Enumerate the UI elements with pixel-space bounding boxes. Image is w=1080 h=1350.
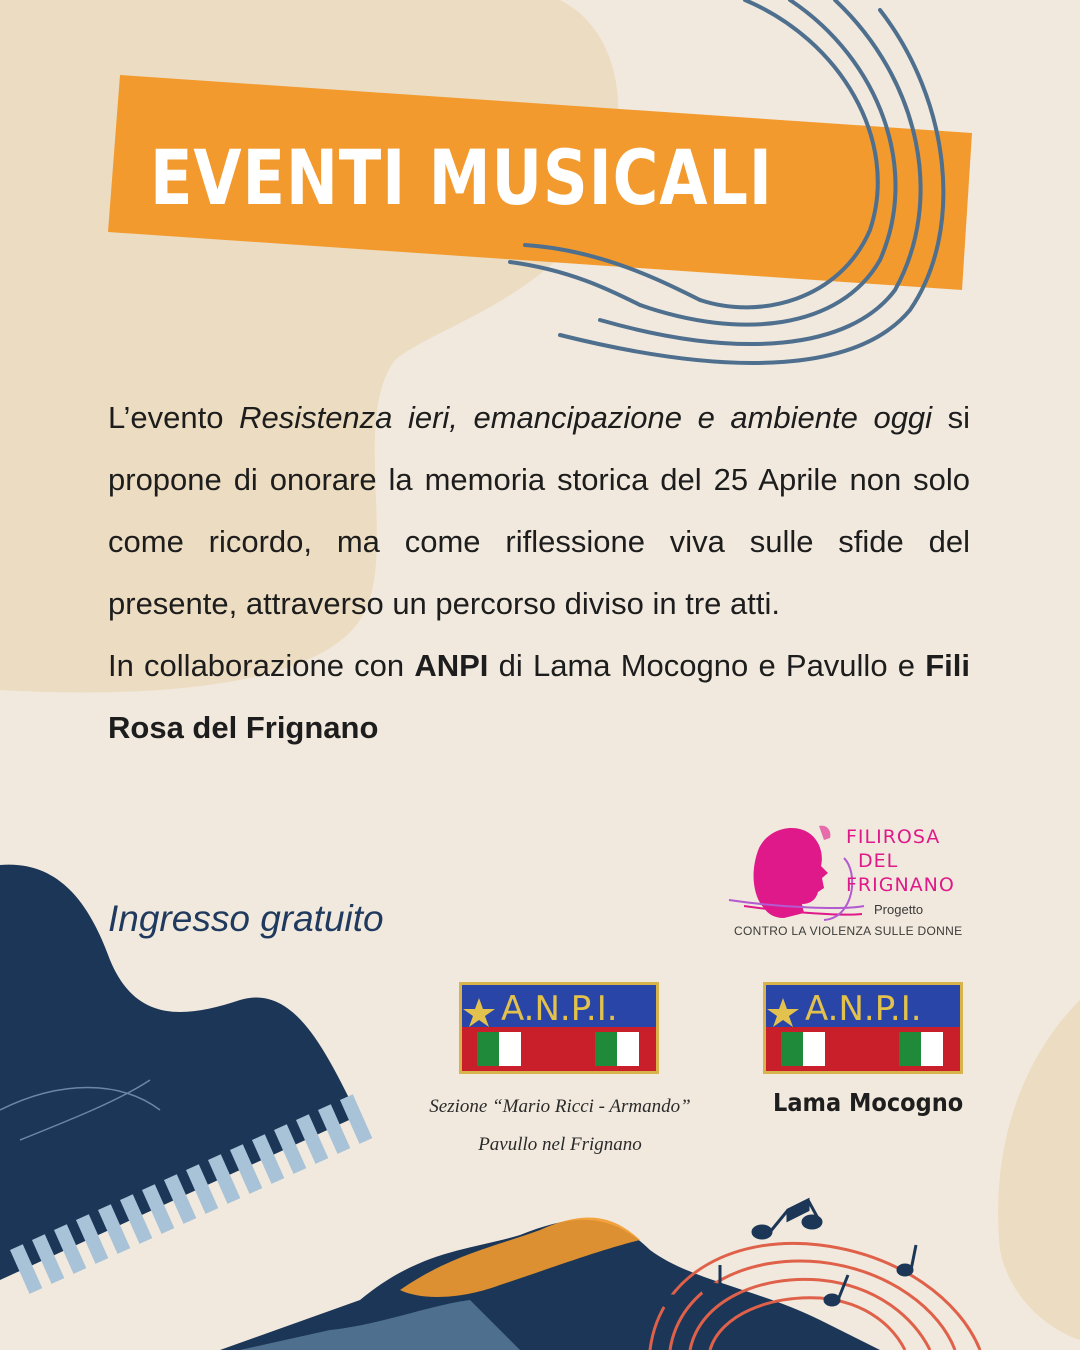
event-name: Resistenza ieri, emancipazione e ambiente oggi	[239, 400, 933, 435]
collab-prefix: In collaborazione con	[108, 648, 415, 683]
page-title: EVENTI MUSICALI	[150, 133, 773, 222]
filirosa-line2: DEL	[858, 850, 899, 872]
collaboration-paragraph	[108, 635, 970, 759]
collab-fili-rosa: Fili Rosa del Frignano	[108, 648, 970, 745]
collab-middle: di Lama Mocogno e Pavullo e	[488, 648, 926, 683]
anpi-logo-lama	[763, 982, 963, 1074]
filirosa-line3: FRIGNANO	[846, 874, 955, 896]
description-paragraph	[108, 387, 970, 635]
filirosa-progetto: Progetto	[874, 902, 924, 917]
anpi-logo-text: A.N.P.I.	[501, 989, 618, 1029]
description-rest: si propone di onorare la memoria storica del 25 Aprile non solo come ricordo, ma come riflessione viva sulle sfide del presente, attraverso un percorso diviso in tre atti.	[108, 400, 971, 621]
anpi-lama-caption: Lama Mocogno	[773, 1088, 964, 1117]
filirosa-line1: FILIROSA	[846, 826, 941, 848]
anpi-pavullo-caption-2: Pavullo nel Frignano	[478, 1134, 642, 1155]
anpi-pavullo-caption-1: Sezione “Mario Ricci - Armando”	[429, 1096, 691, 1117]
free-entry-label: Ingresso gratuito	[108, 898, 384, 939]
description-prefix: L’evento	[108, 400, 240, 435]
filirosa-logo	[724, 818, 974, 948]
anpi-logo-pavullo	[459, 982, 659, 1074]
collab-anpi: ANPI	[414, 648, 489, 683]
anpi-logo-text: A.N.P.I.	[805, 989, 922, 1029]
beige-blob-shape-right	[998, 1000, 1080, 1340]
event-description	[108, 387, 970, 759]
filirosa-slogan: CONTRO LA VIOLENZA SULLE DONNE	[734, 924, 963, 938]
